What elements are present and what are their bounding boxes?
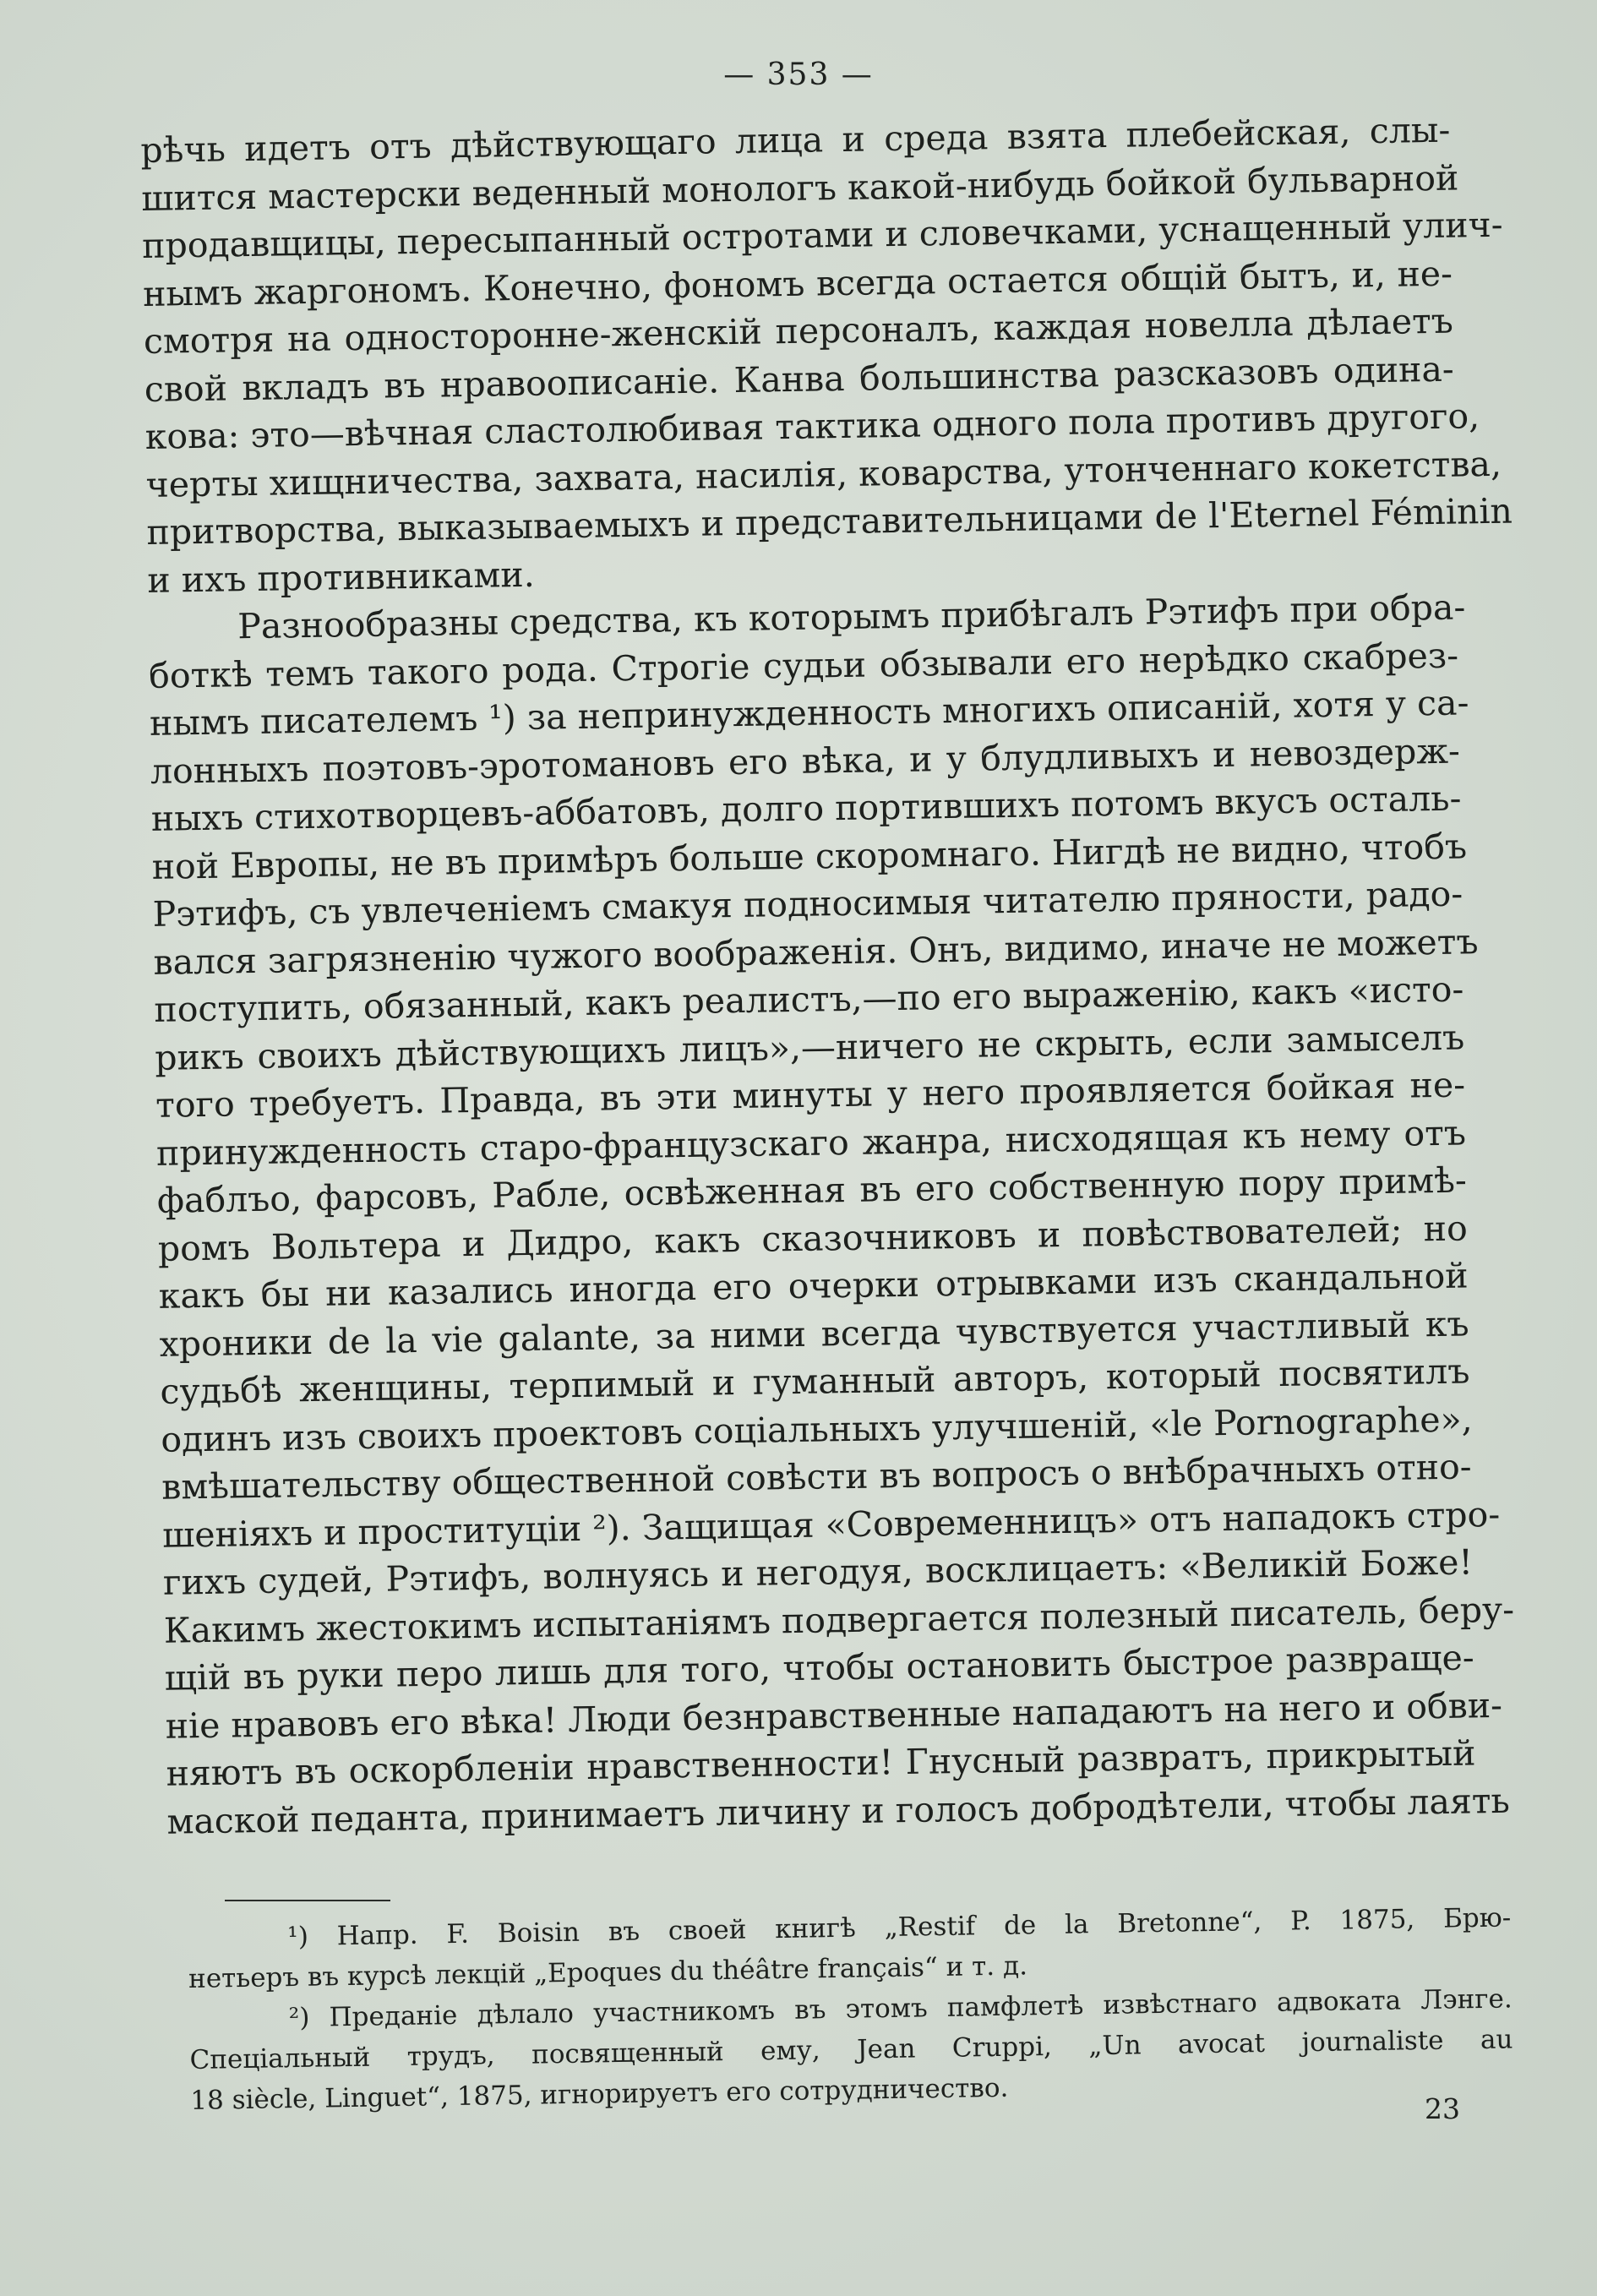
page-number-header: — 353 —: [723, 57, 874, 92]
text-line: Рэтифъ, съ увлеченіемъ смакуя подносимыя читателю пряности, радо-: [152, 873, 1463, 935]
text-line: рикъ своихъ дѣйствующихъ лицъ»,—ничего не скрыть, если замыселъ: [154, 1017, 1465, 1078]
text-line: рѣчь идетъ отъ дѣйствующаго лица и среда взята плебейская, слы-: [140, 109, 1451, 171]
footnotes: [188, 1897, 1514, 2121]
text-line: смотря на односторонне-женскій персоналъ, каждая новелла дѣлаетъ: [143, 300, 1454, 362]
footnote-line: Спеціальный трудъ, посвященный ему, Jean Cruppi, „Un avocat journaliste au: [189, 2024, 1513, 2075]
text-line: няютъ въ оскорбленіи нравственности! Гнусный развратъ, прикрытый: [166, 1732, 1476, 1794]
text-line: нымъ писателемъ ¹) за непринужденность многихъ описаній, хотя у са-: [149, 682, 1469, 744]
text-line: лонныхъ поэтовъ-эротомановъ его вѣка, и у блудливыхъ и невоздерж-: [150, 730, 1461, 792]
text-line: одинъ изъ своихъ проектовъ соціальныхъ улучшеній, «le Pornographe»,: [161, 1398, 1473, 1460]
text-line: ромъ Вольтера и Дидро, какъ сказочниковъ и повѣствователей; но: [157, 1207, 1469, 1269]
text-line: щій въ руки перо лишь для того, чтобы остановить быстрое развраще-: [164, 1637, 1475, 1699]
text-line: Какимъ жестокимъ испытаніямъ подвергается полезный писатель, беру-: [163, 1589, 1515, 1651]
text-line: продавщицы, пересыпанный остротами и словечками, уснащенный улич-: [141, 204, 1503, 266]
text-line: того требуетъ. Правда, въ эти минуты у него проявляется бойкая не-: [155, 1064, 1466, 1126]
text-line: фаблъо, фарсовъ, Рабле, освѣженная въ его собственную пору примѣ-: [156, 1159, 1468, 1221]
text-line: маской педанта, принимаетъ личину и голосъ добродѣтели, чтобы лаять: [166, 1780, 1511, 1842]
text-line: поступить, обязанный, какъ реалистъ,—по его выраженію, какъ «исто-: [154, 968, 1464, 1030]
footnote-line: нетьеръ въ курсѣ лекцій „Epoques du théâtre français“ и т. д.: [188, 1950, 1028, 1994]
text-line: принужденность старо-французскаго жанра, нисходящая къ нему отъ: [155, 1112, 1467, 1174]
text-line: свой вкладъ въ нравоописаніе. Канва большинства разсказовъ одина-: [144, 348, 1455, 410]
text-line: шится мастерски веденный монологъ какой-нибудь бойкой бульварной: [140, 157, 1459, 219]
text-line: судьбѣ женщины, терпимый и гуманный авторъ, который посвятилъ: [160, 1350, 1470, 1412]
text-line: притворства, выказываемыхъ и представительницами de l'Eternel Féminin: [146, 490, 1513, 553]
paragraph-start-line: Разнообразны средства, къ которымъ прибѣгалъ Рэтифъ при обра-: [237, 586, 1466, 647]
text-line: вмѣшательству общественной совѣсти въ вопросъ о внѣбрачныхъ отно-: [161, 1446, 1472, 1508]
text-line: вался загрязненію чужого воображенія. Онъ, видимо, иначе не можетъ: [153, 920, 1479, 983]
text-line: хроники de la vie galante, за ними всегда чувствуется участливый къ: [159, 1302, 1469, 1365]
main-text: [140, 106, 1515, 1846]
text-line: нымъ жаргономъ. Конечно, фономъ всегда остается общій бытъ, и, не-: [142, 253, 1453, 314]
text-line: гихъ судей, Рэтифъ, волнуясь и негодуя, восклицаетъ: «Великій Боже!: [162, 1541, 1474, 1603]
text-line: ніе нравовъ его вѣка! Люди безнравственные нападаютъ на него и обви-: [165, 1684, 1503, 1747]
footnote-line: ²) Преданіе дѣлало участникомъ въ этомъ памфлетѣ извѣстнаго адвоката Лэнге.: [288, 1983, 1513, 2034]
footnote-line: 18 siècle, Linguet“, 1875, игнорируетъ его сотрудничество.: [190, 2072, 1009, 2116]
signature-mark: 23: [1425, 2092, 1460, 2125]
text-line: черты хищничества, захвата, насилія, коварства, утонченнаго кокетства,: [145, 443, 1502, 505]
footnote-separator: [225, 1900, 390, 1901]
text-line: кова: это—вѣчная сластолюбивая тактика одного пола противъ другого,: [144, 395, 1480, 457]
text-line: какъ бы ни казались иногда его очерки отрывками изъ скандальной: [158, 1255, 1469, 1317]
text-line: ныхъ стихотворцевъ-аббатовъ, долго портившихъ потомъ вкусъ осталь-: [150, 777, 1462, 839]
text-line: ной Европы, не въ примѣръ больше скоромнаго. Нигдѣ не видно, чтобъ: [151, 825, 1468, 887]
text-line: и ихъ противниками.: [147, 554, 535, 601]
text-line: боткѣ темъ такого рода. Строгіе судьи обзывали его нерѣдко скабрез-: [148, 635, 1459, 696]
footnote-line: ¹) Напр. F. Boisin въ своей книгѣ „Restif de la Bretonne“, P. 1875, Брю-: [287, 1902, 1512, 1953]
text-line: шеніяхъ и проституціи ²). Защищая «Современницъ» отъ нападокъ стро-: [161, 1493, 1501, 1556]
